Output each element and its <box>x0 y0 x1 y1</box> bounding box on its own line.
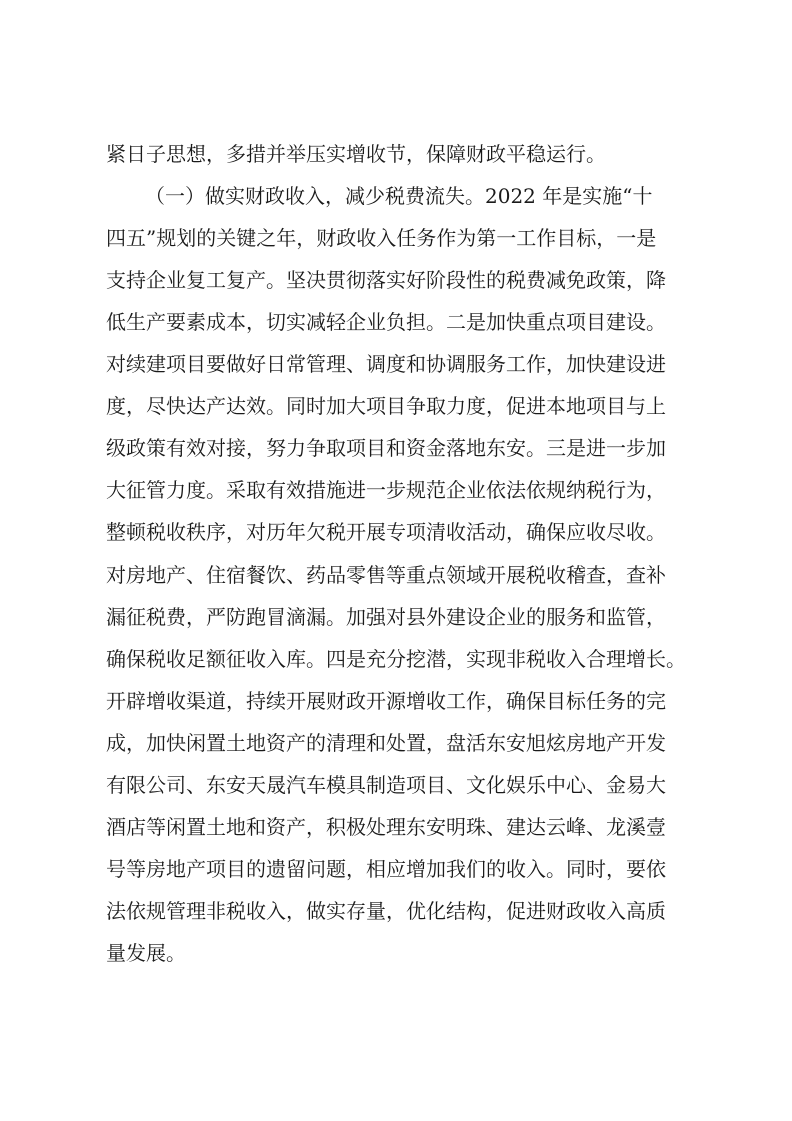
text-line: 对续建项目要做好日常管理、调度和协调服务工作，加快建设进 <box>106 352 666 376</box>
text-line: 漏征税费，严防跑冒滴漏。加强对县外建设企业的服务和监管， <box>106 605 666 629</box>
text-line: 对房地产、住宿餐饮、药品零售等重点领域开展税收稽查，查补 <box>106 563 666 587</box>
text-line: 整顿税收秩序，对历年欠税开展专项清收活动，确保应收尽收。 <box>106 520 666 544</box>
text-line: 有限公司、东安天晟汽车模具制造项目、文化娱乐中心、金易大 <box>106 773 666 797</box>
text-line: 紧日子思想，多措并举压实增收节，保障财政平稳运行。 <box>106 142 606 166</box>
text-line: 号等房地产项目的遗留问题，相应增加我们的收入。同时，要依 <box>106 857 666 881</box>
text-line: 量发展。 <box>106 941 186 965</box>
text-line: 开辟增收渠道，持续开展财政开源增收工作，确保目标任务的完 <box>106 689 666 713</box>
text-line: 酒店等闲置土地和资产，积极处理东安明珠、建达云峰、龙溪壹 <box>106 815 666 839</box>
section-heading-line: （一）做实财政收入，减少税费流失。2022 年是实施“十 <box>145 184 653 208</box>
text-line: 低生产要素成本，切实减轻企业负担。二是加快重点项目建设。 <box>106 310 666 334</box>
text-line: 确保税收足额征收入库。四是充分挖潜，实现非税收入合理增长。 <box>106 647 686 671</box>
text-line: 法依规管理非税收入，做实存量，优化结构，促进财政收入高质 <box>106 899 666 923</box>
text-line: 四五”规划的关键之年，财政收入任务作为第一工作目标，一是 <box>106 226 657 250</box>
text-line: 大征管力度。采取有效措施进一步规范企业依法依规纳税行为， <box>106 478 666 502</box>
text-line: 成，加快闲置土地资产的清理和处置，盘活东安旭炫房地产开发 <box>106 731 666 755</box>
text-line: 级政策有效对接，努力争取项目和资金落地东安。三是进一步加 <box>106 436 666 460</box>
text-line: 支持企业复工复产。坚决贯彻落实好阶段性的税费减免政策，降 <box>106 268 666 292</box>
text-line: 度，尽快达产达效。同时加大项目争取力度，促进本地项目与上 <box>106 394 666 418</box>
